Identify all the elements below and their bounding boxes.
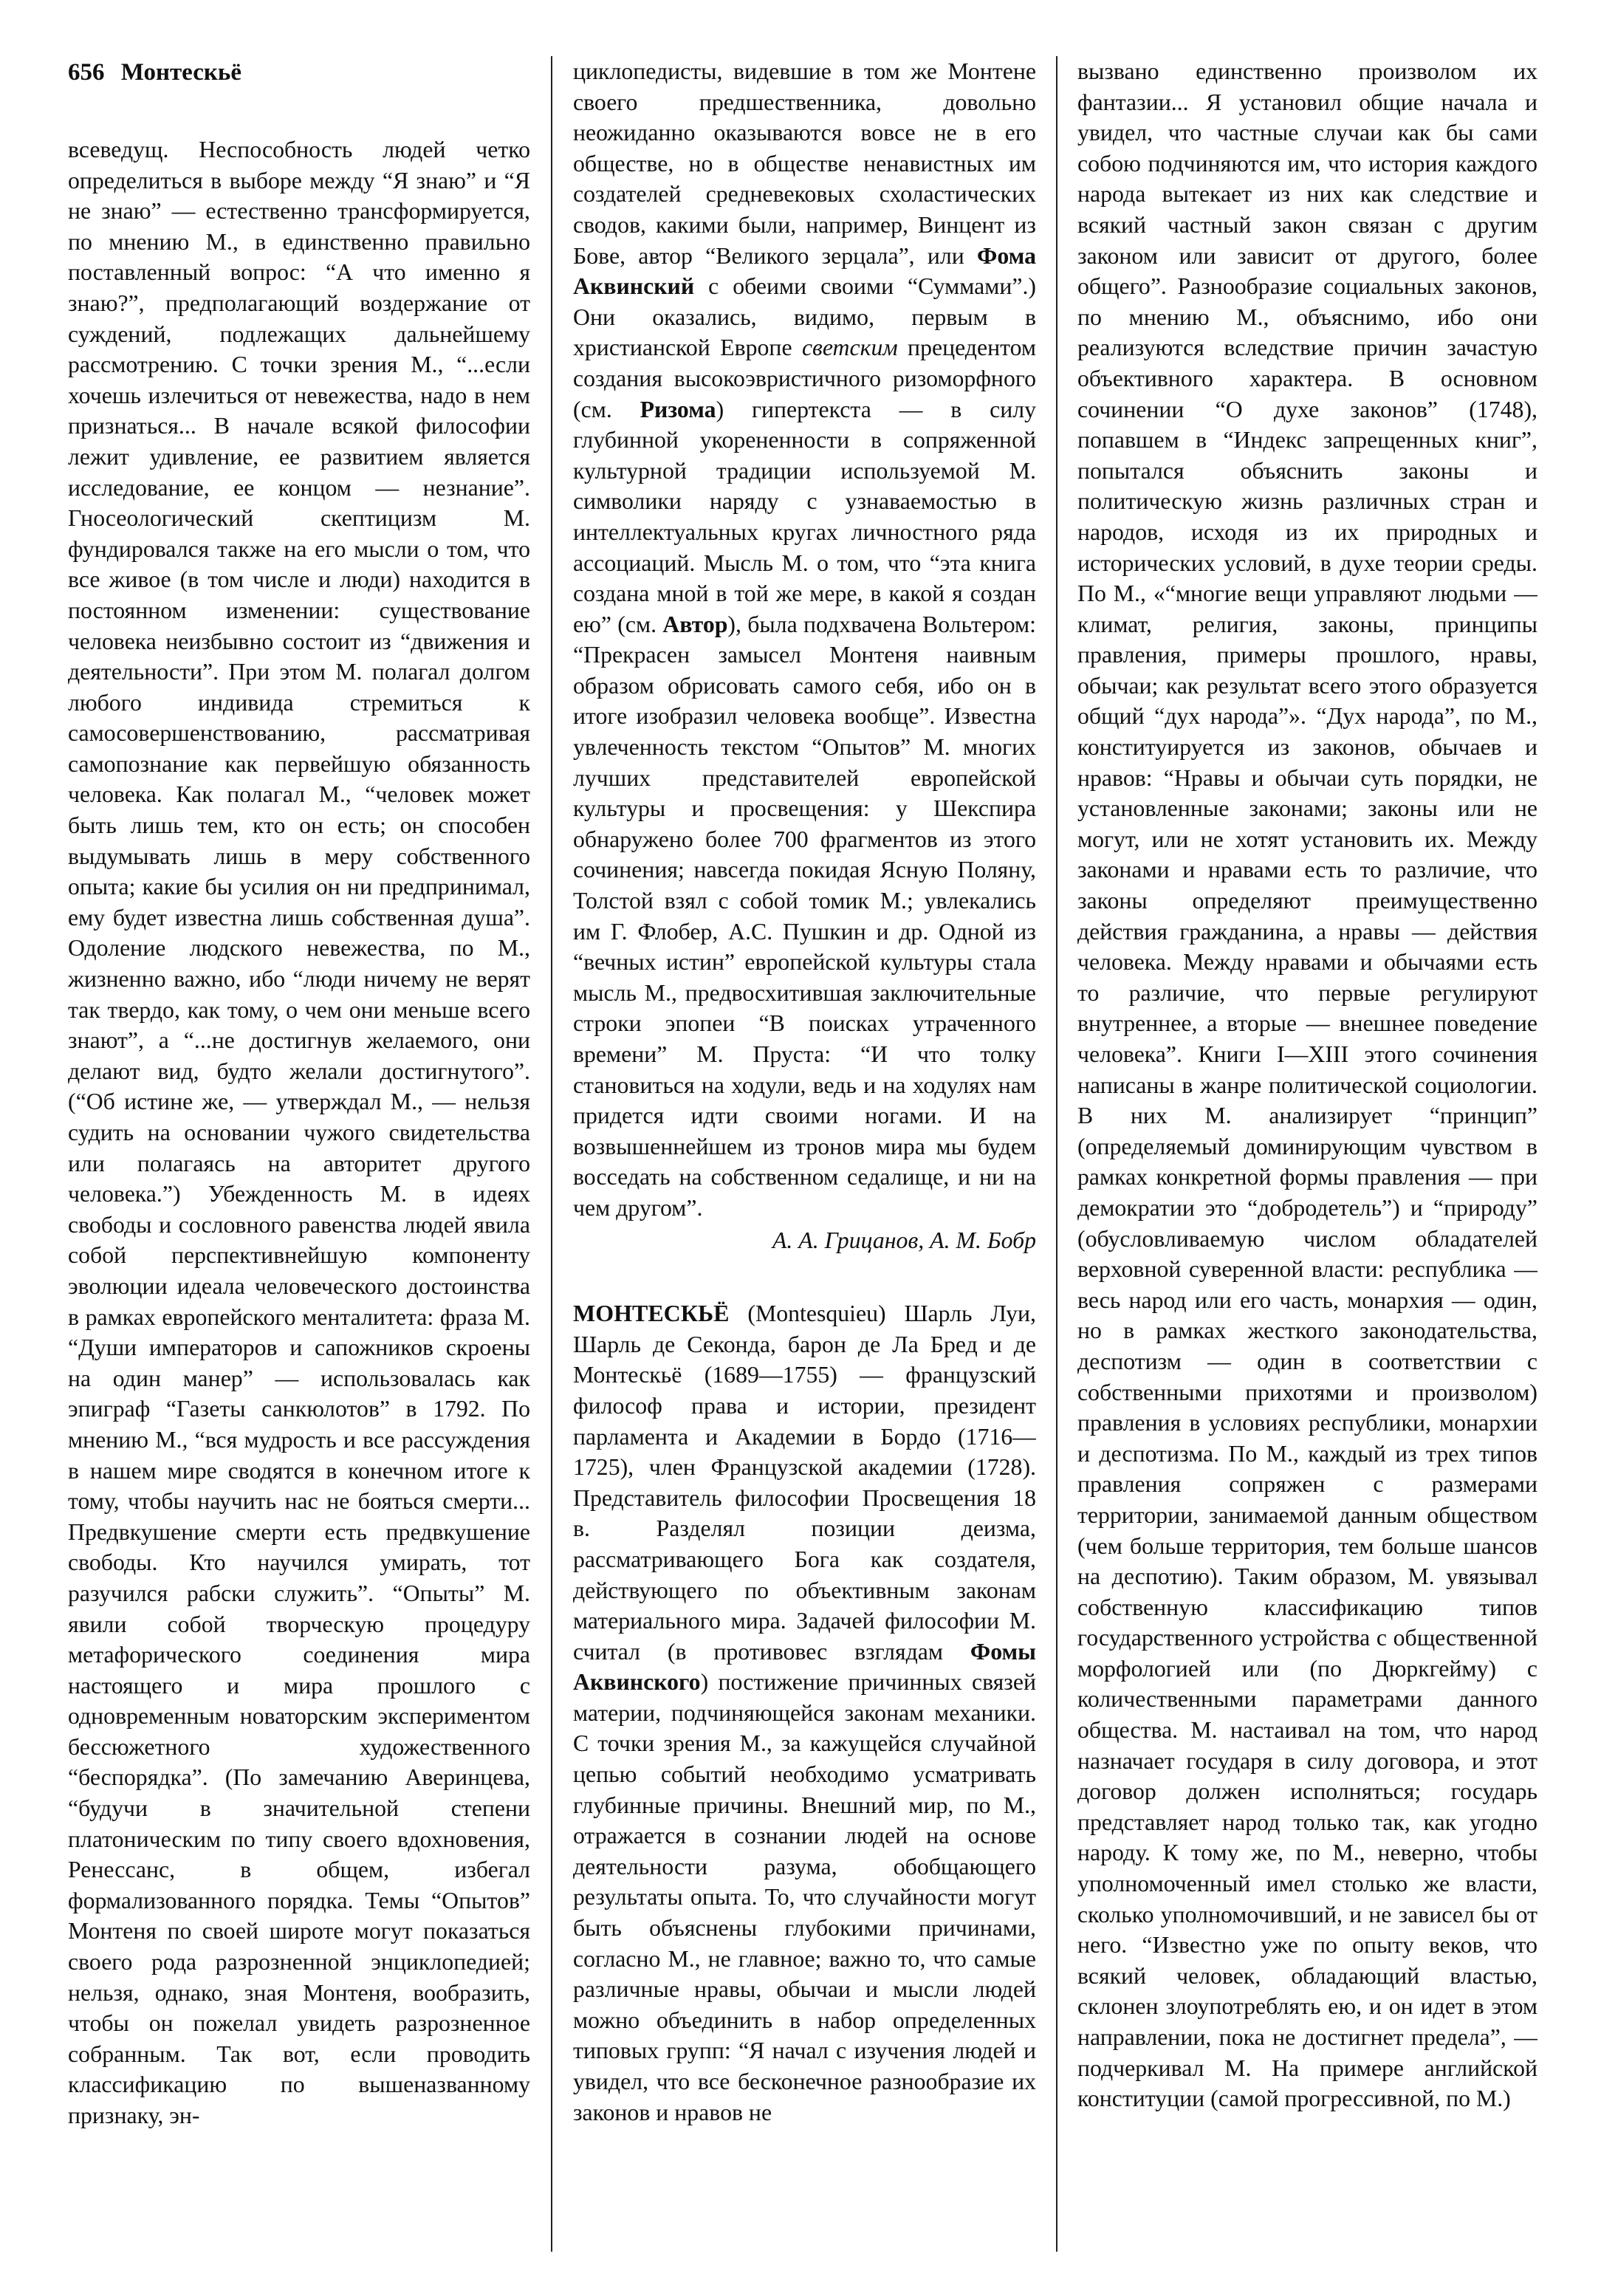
cross-reference-author[interactable]: Автор	[662, 611, 728, 637]
text-column-3	[1077, 56, 1537, 2252]
text-run: прецедентом создания высокоэвристичного ризоморфного (см.	[573, 335, 1036, 422]
paragraph: всеведущ. Неспособность людей четко определиться в выборе между “Я знаю” и “Я не знаю” — естественно трансформируется, по мнению М., в единственно правильно поставленный вопрос: “А что именно я знаю?”, предполагающий воздержание от суждений, подлежащих дальнейшему рассмотрению. С точки зрения М., “...если хочешь излечиться от невежества, надо в нем признаться... В начале всякой философии лежит удивление, ее развитием является исследование, ее концом — незнание”. Гносеологический скептицизм М. фундировался также на его мысли о том, что все живое (в том числе и люди) находится в постоянном изменении: существование человека неизбывно состоит из “движения и деятельности”. При этом М. полагал долгом любого индивида стремиться к самосовершенствованию, рассматривая самопознание как первейшую обязанность человека. Как полагал М., “человек может быть лишь тем, кто он есть; он способен выдумывать лишь в меру собственного опыта; какие бы усилия он ни предпринимал, ему будет известна лишь собственная душа”. Одоление людского невежества, по М., жизненно важно, ибо “люди ничему не верят так твердо, как тому, о чем они меньше всего знают”, а “...не достигнув желаемого, они делают вид, будто желали достигнутого”. (“Об истине же, — утверждал М., — нельзя судить на основании чужого свидетельства или полагаясь на авторитет другого человека.”) Убежденность М. в идеях свободы и сословного равенства людей явила собой перспективнейшую компоненту эволюции идеала человеческого достоинства в рамках европейского менталитета: фраза М. “Души императоров и сапожников скроены на один манер” — использовалась как эпиграф “Газеты санкюлотов” в 1792. По мнению М., “вся мудрость и все рассуждения в нашем мире сводятся в конечном итоге к тому, чтобы научить нас не бояться смерти... Предвкушение смерти есть предвкушение свободы. Кто научился умирать, тот разучился рабски служить”. “Опыты” М. явили собой творческую процедуру метафорического соединения мира настоящего и мира прошлого с одновременным новаторским экспериментом бессюжетного художественного “беспорядка”. (По замечанию Аверинцева, “будучи в значительной степени платоническим по типу своего вдохновения, Ренессанс, в общем, избегал формализованного порядка. Темы “Опытов” Монтеня по своей широте могут показаться своего рода разрозненной энциклопедией; нельзя, однако, зная Монтеня, вообразить, чтобы он пожелал увидеть разрозненное собранным. Так вот, если проводить классификацию по вышеназванному признаку, эн-	[68, 137, 530, 2128]
article-authors: А. А. Грицанов, А. М. Бобр	[772, 1227, 1036, 1253]
paragraph	[573, 56, 1036, 1224]
column-divider	[551, 56, 552, 2252]
text-run: ) постижение причинных связей материи, подчиняющейся законам механики. С точки зрения М., за кажущейся случайной цепью событий необходимо усматривать глубинные причины. Внешний мир, по М., отражается в сознании людей на основе деятельности разума, обобщающего результаты опыта. То, что случайности могут быть объяснены глубокими причинами, согласно М., не главное; важно то, что самые различные нравы, обычаи и мысли людей можно объединить в набор определенных типовых групп: “Я начал с изучения людей и увидел, что все бесконечное разнообразие их законов и нравов не	[573, 1669, 1036, 2125]
text-run: ), была подхвачена Вольтером: “Прекрасен замысел Монтеня наивным образом обрисовать самого себя, ибо он в итоге изобразил человека вообще”. Известна увлеченность текстом “Опытов” М. многих лучших представителей европейской культуры и просвещения: у Шекспира обнаружено более 700 фрагментов из этого сочинения; навсегда покидая Ясную Поляну, Толстой взял с собой томик М.; увлекались им Г. Флобер, А.С. Пушкин и др. Одной из “вечных истин” европейской культуры стала мысль М., предвосхитившая заключительные строки эпопеи “В поисках утраченного времени” М. Пруста: “И что толку становиться на ходули, ведь и на ходулях нам придется идти своими ногами. И на возвышеннейшем из тронов мира мы будем восседать на собственном седалище, и ни на чем другом”.	[573, 611, 1036, 1221]
text-column-1	[68, 134, 530, 2252]
entry-headword: МОНТЕСКЬЁ	[573, 1300, 730, 1327]
text-run: циклопедисты, видевшие в том же Монтене своего предшественника, довольно неожиданно оказываются вовсе не в его обществе, но в обществе ненавистных им создателей средневековых схоластических сводов, какими были, например, Винцент из Бове, автор “Великого зерцала”, или	[573, 58, 1036, 269]
text-run: (Montesquieu) Шарль Луи, Шарль де Секонда, барон де Ла Бред и де Монтескьё (1689—1755) — французский философ права и истории, президент парламента и Академии в Бордо (1716—1725), член Французской академии (1728). Представитель философии Просвещения 18 в. Разделял позиции деизма, рассматривающего Бога как создателя, действующего по объективным законам материального мира. Задачей философии М. считал (в противовес взглядам	[573, 1301, 1036, 1665]
cross-reference-thomas-aquinas[interactable]: Фомы Аквинского	[573, 1638, 1036, 1696]
page-header	[68, 58, 241, 87]
paragraph: вызвано единственно произволом их фантазии... Я установил общие начала и увидел, что частные случаи как бы сами собою подчиняются им, что история каждого народа вытекает из них как следствие и всякий частный закон связан с другим законом или зависит от другого, более общего”. Разнообразие социальных законов, по мнению М., объяснимо, ибо они реализуются вследствие причин зачастую объективного характера. В основном сочинении “О духе законов” (1748), попавшем в “Индекс запрещенных книг”, попытался объяснить законы и политическую жизнь различных стран и народов, исходя из их природных и исторических условий, в духе теории среды. По М., «“многие вещи управляют людьми — климат, религия, законы, принципы правления, примеры прошлого, нравы, обычаи; как результат всего этого образуется общий “дух народа”». “Дух народа”, по М., конституируется из законов, обычаев и нравов: “Нравы и обычаи суть порядки, не установленные законами; законы или не могут, или не хотят установить их. Между законами и нравами есть то различие, что законы определяют преимущественно действия гражданина, а нравы — действия человека. Между нравами и обычаями есть то различие, что первые регулируют внутреннее, а вторые — внешнее поведение человека”. Книги I—XIII этого сочинения написаны в жанре политической социологии. В них М. анализирует “принцип” (определяемый доминирующим чувством в рамках конкретной формы правления — при демократии это “добродетель”) и “природу” (обусловливаемую числом обладателей верховной суверенной власти: республика — весь народ или его часть, монархия — один, но в рамках жесткого законодательства, деспотизм — один в соответствии с собственными прихотями и произволом) правления в условиях республики, монархии и деспотизма. По М., каждый из трех типов правления сопряжен с размерами территории, занимаемой данным обществом (чем больше территория, тем больше шансов на деспотию). Таким образом, М. увязывал собственную классификацию типов государственного устройства с общественной морфологией или (по Дюркгейму) с количественными параметрами данного общества. М. настаивал на том, что народ назначает государя в силу договора, и этот договор должен исполняться; государь представляет народ только так, как угодно народу. К тому же, по М., неверно, чтобы уполномоченный имел столько же власти, сколько уполномочивший, и не зависел бы от него. “Известно уже по опыту веков, что всякий человек, обладающий властью, склонен злоупотреблять ею, и он идет в этом направлении, пока не достигнет предела”, — подчеркивал М. На примере английской конституции (самой прогрессивной, по М.)	[1077, 58, 1537, 2112]
cross-reference-thomas-aquinas[interactable]: Фома Аквинский	[573, 242, 1036, 300]
text-run: с обеими своими “Суммами”.) Они оказались, видимо, первым в христианской Европе	[573, 273, 1036, 361]
running-title: Монтескьё	[120, 59, 241, 86]
cross-reference-rhizome[interactable]: Ризома	[640, 396, 716, 422]
entry-montesquieu	[573, 1298, 1036, 2128]
page-number: 656	[68, 59, 105, 86]
emphasis-secular: светским	[801, 335, 898, 361]
text-column-2	[573, 56, 1036, 2252]
text-run: ) гипертекста — в силу глубинной укорененности в сопряженной культурной традиции используемой М. символики наряду с узнаваемостью в интеллектуальных кругах личностного ряда ассоциаций. Мысль М. о том, что “эта книга создана мной в той же мере, в какой я создан ею” (см.	[573, 396, 1036, 637]
column-divider	[1056, 56, 1057, 2252]
